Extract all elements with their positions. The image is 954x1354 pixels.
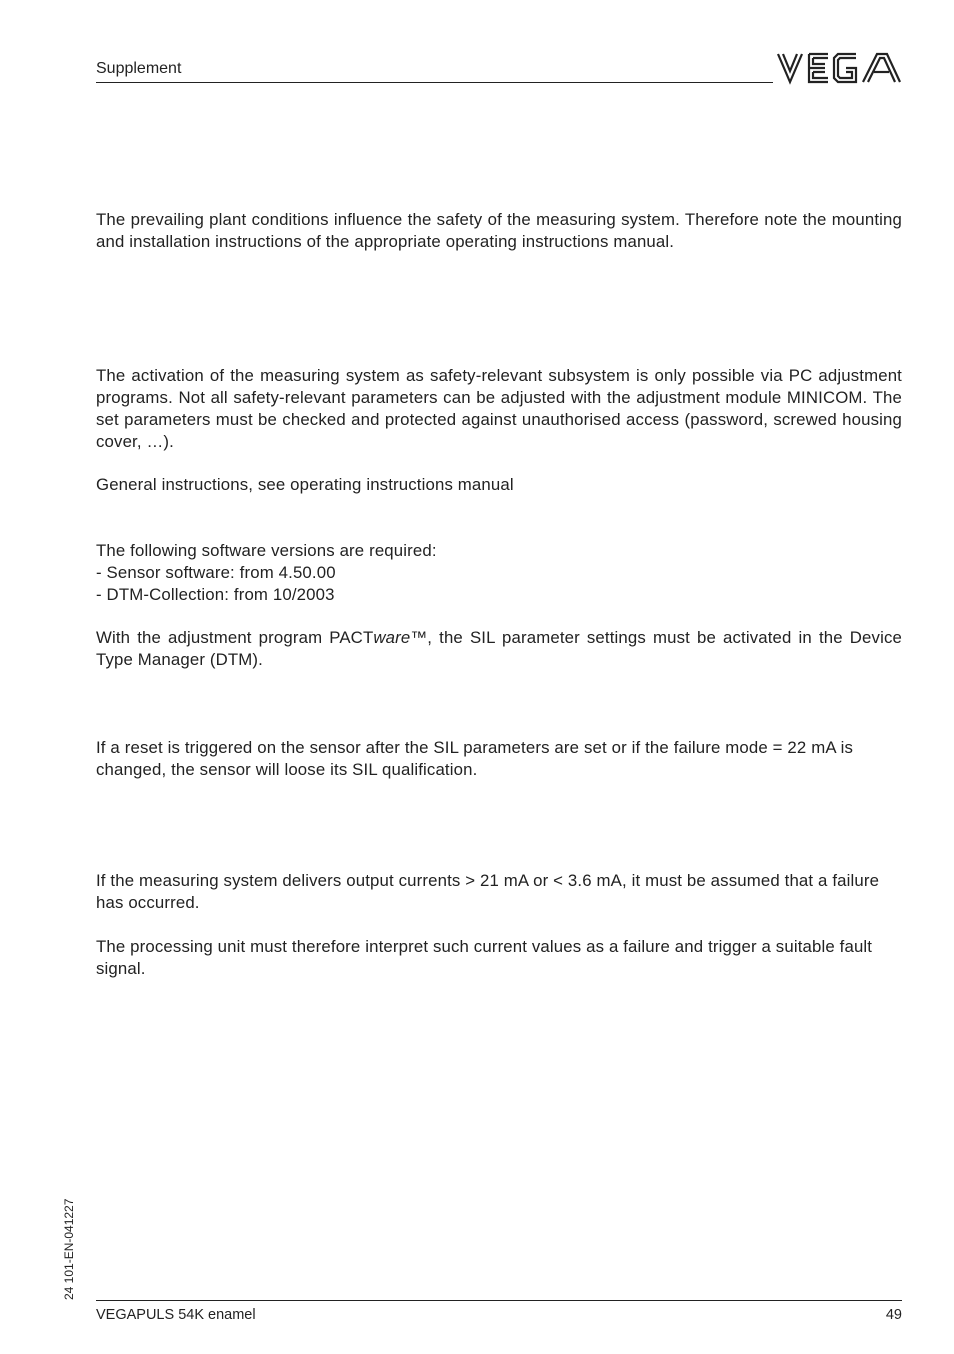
paragraph-activation-text: The activation of the measuring system as safety-relevant subsystem is only possible via PC adjustment programs. Not all safety-relevant parameters can be adjusted with the adjustment module MINICOM. The set parameters must be checked and protected against unauthorised access (password, screwed housing cover, …). <box>96 366 902 451</box>
software-versions-block <box>96 540 902 606</box>
paragraph-failure-currents-text: If the measuring system delivers output currents > 21 mA or < 3.6 mA, it must be assumed that a failure has occurred. <box>96 871 880 912</box>
header-section-label: Supplement <box>96 60 182 77</box>
pactware-text-ware: ware <box>373 628 411 647</box>
header-rule <box>96 82 773 83</box>
paragraph-general-instructions-text: General instructions, see operating instructions manual <box>96 475 514 494</box>
paragraph-processing-unit-text: The processing unit must therefore interpret such current values as a failure and trigger a suitable fault signal. <box>96 937 873 978</box>
software-versions-intro: The following software versions are required: <box>96 541 437 560</box>
footer-product-name: VEGAPULS 54K enamel <box>96 1307 256 1323</box>
vega-logo <box>776 50 902 86</box>
pactware-text-a: With the adjustment program PACT <box>96 628 374 647</box>
paragraph-general-instructions <box>96 474 902 496</box>
paragraph-reset <box>96 737 886 781</box>
page-number: 49 <box>885 1307 902 1323</box>
document-code: 24 101-EN-041227 <box>62 1198 76 1300</box>
paragraph-processing-unit <box>96 936 886 980</box>
footer-rule <box>96 1300 902 1301</box>
paragraph-mounting-text: The prevailing plant conditions influence the safety of the measuring system. Therefore note the mounting and installation instructions of the appropriate operating instructions manual. <box>96 210 902 251</box>
pactware-text-c: ™, the SIL parameter settings must be activated in the Device Type Manager (DTM). <box>96 628 902 669</box>
paragraph-pactware <box>96 627 902 671</box>
paragraph-activation <box>96 365 902 453</box>
software-version-item: - Sensor software: from 4.50.00 <box>96 563 336 582</box>
paragraph-mounting <box>96 209 902 253</box>
paragraph-reset-text: If a reset is triggered on the sensor after the SIL parameters are set or if the failure mode = 22 mA is changed, the sensor will loose its SIL qualification. <box>96 738 853 779</box>
software-version-item: - DTM-Collection: from 10/2003 <box>96 585 335 604</box>
paragraph-failure-currents <box>96 870 886 914</box>
